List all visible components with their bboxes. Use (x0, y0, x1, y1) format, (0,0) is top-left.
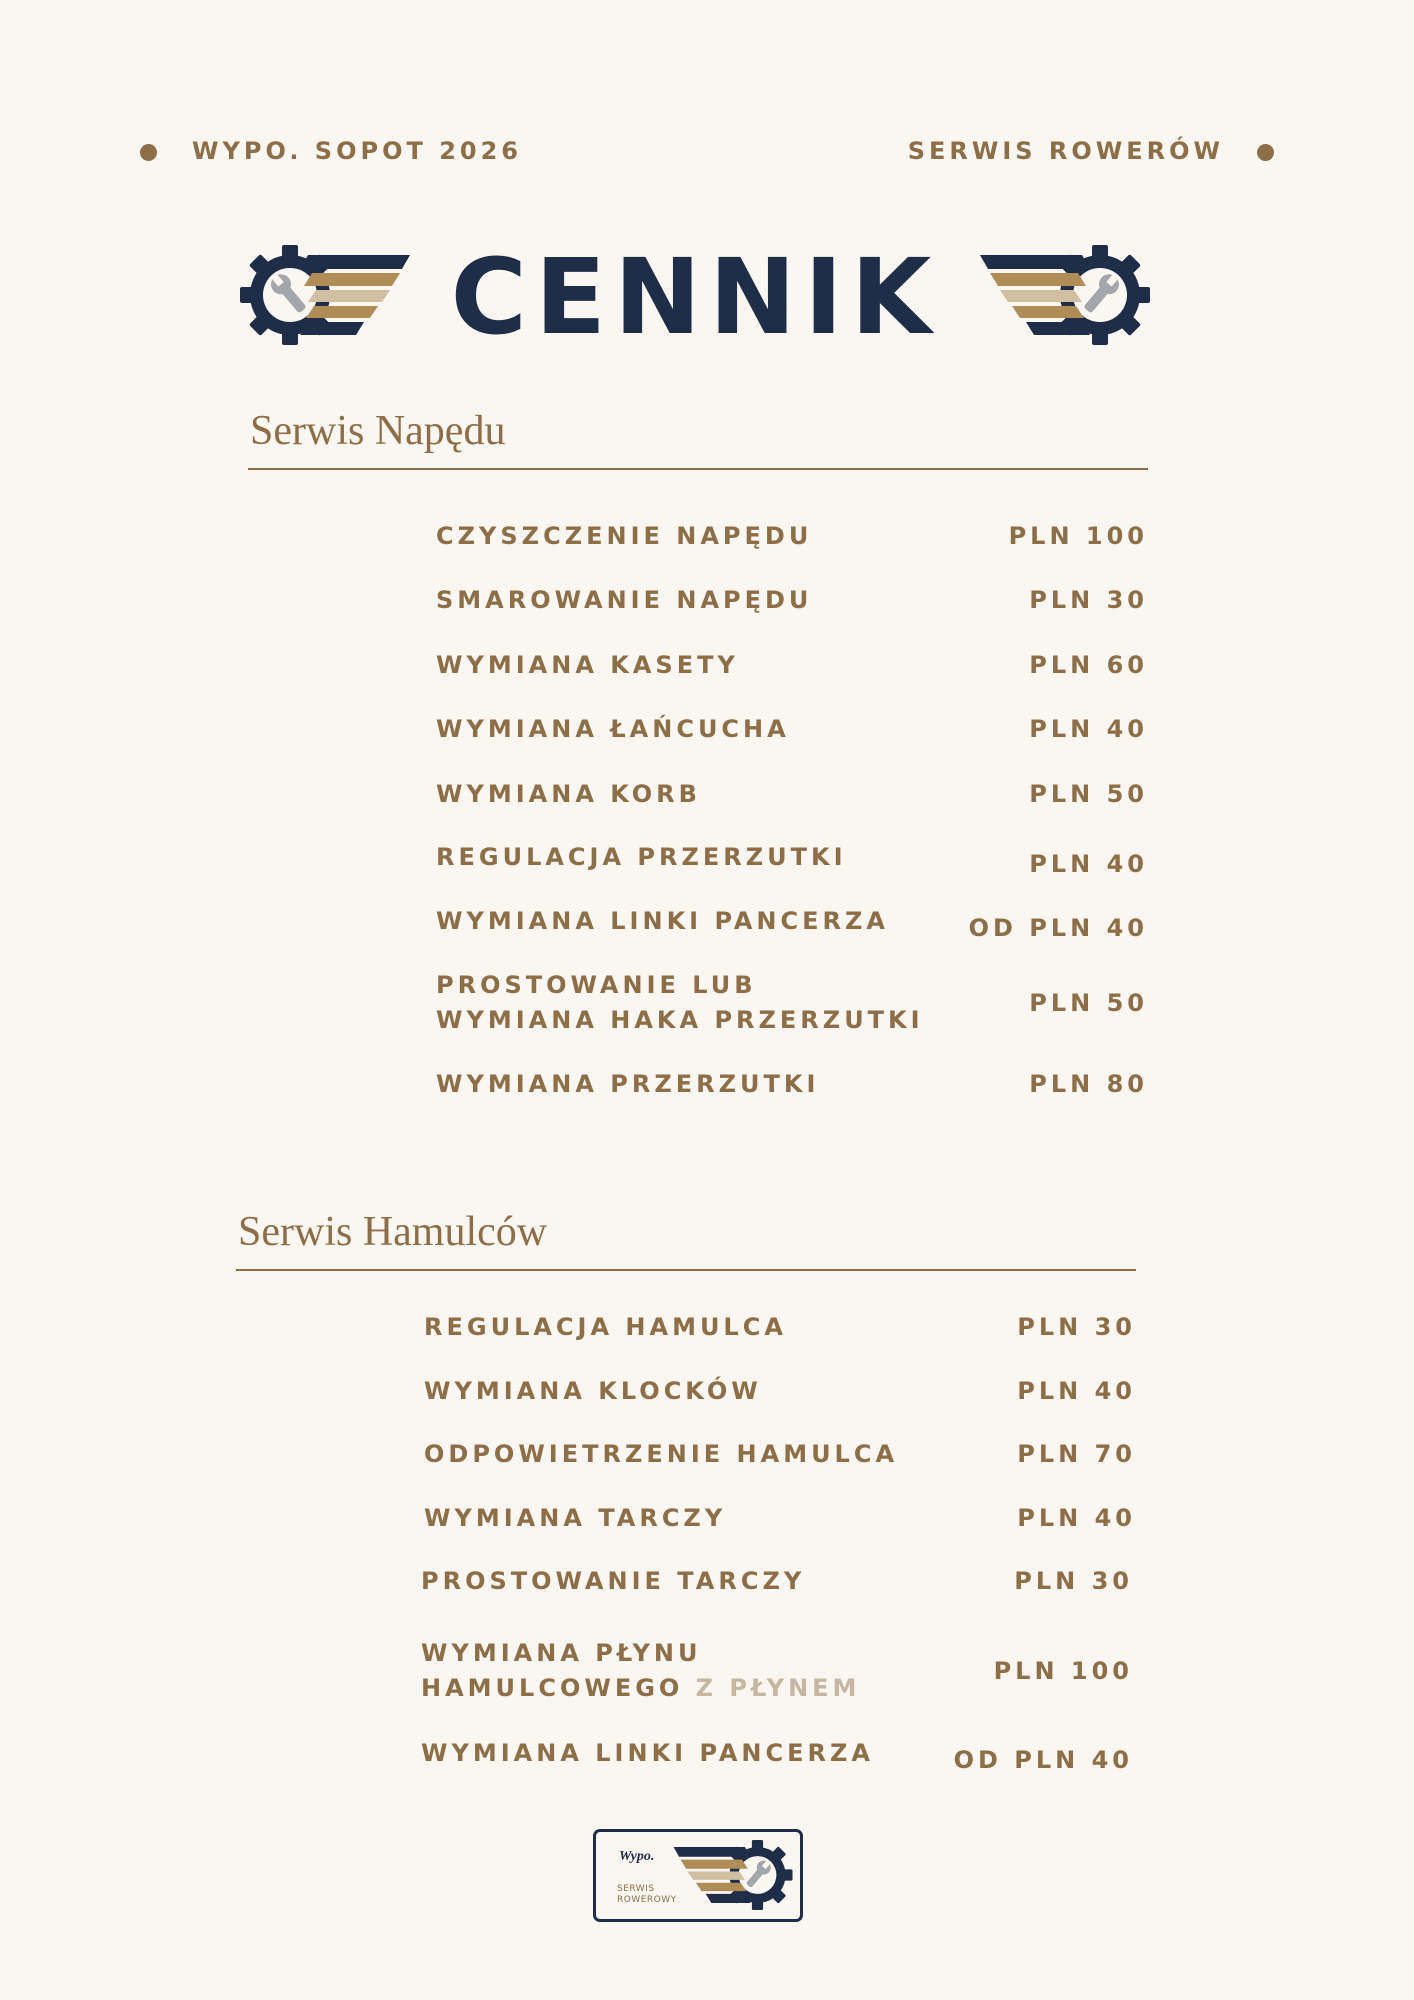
service-price: PLN 40 (1029, 850, 1148, 878)
gear-wrench-icon-right (980, 245, 1150, 345)
service-price: PLN 50 (1029, 989, 1148, 1017)
section-divider (236, 1269, 1136, 1271)
service-name: WYMIANA PRZERZUTKI (436, 1070, 820, 1098)
top-right-text: SERWIS ROWERÓW (907, 137, 1224, 165)
bullet-dot-right (1257, 144, 1274, 161)
service-price: PLN 70 (1017, 1440, 1136, 1468)
service-name: WYMIANA KORB (436, 780, 701, 808)
service-price: PLN 40 (1017, 1504, 1136, 1532)
service-name-line2 (421, 1671, 860, 1705)
service-price: PLN 30 (1029, 586, 1148, 614)
service-price: OD PLN 40 (968, 914, 1148, 942)
service-price: PLN 30 (1014, 1567, 1133, 1595)
price-row (436, 712, 1148, 746)
service-name-suffix: Z PŁYNEM (695, 1674, 861, 1702)
service-name-line1: WYMIANA PŁYNU (421, 1639, 702, 1667)
service-price: PLN 80 (1029, 1070, 1148, 1098)
price-row (436, 648, 1148, 682)
price-row (436, 519, 1148, 553)
service-name: REGULACJA PRZERZUTKI (436, 843, 847, 871)
logo-caption-line1: SERWIS (617, 1884, 655, 1894)
service-price: PLN 100 (1008, 522, 1148, 550)
logo-caption (617, 1884, 677, 1906)
top-bar (140, 136, 1274, 166)
service-price: PLN 100 (993, 1657, 1133, 1685)
section-divider (248, 468, 1148, 470)
gear-wrench-icon-logo (673, 1840, 793, 1910)
footer-logo (593, 1829, 803, 1922)
price-row (436, 777, 1148, 811)
service-price: PLN 50 (1029, 780, 1148, 808)
price-row (421, 1636, 1133, 1706)
service-name: WYMIANA KASETY (436, 651, 739, 679)
service-name: WYMIANA LINKI PANCERZA (436, 907, 889, 935)
gear-wrench-icon-left (240, 245, 410, 345)
price-row (436, 904, 1148, 944)
price-row (424, 1501, 1136, 1535)
service-name-line1: PROSTOWANIE LUB (436, 971, 757, 999)
service-name: ODPOWIETRZENIE HAMULCA (424, 1440, 899, 1468)
service-name: WYMIANA TARCZY (424, 1504, 727, 1532)
service-price: PLN 60 (1029, 651, 1148, 679)
service-name: REGULACJA HAMULCA (424, 1313, 787, 1341)
price-row (436, 968, 1148, 1038)
logo-caption-line2: ROWEROWY (617, 1895, 677, 1905)
price-row (436, 840, 1148, 880)
service-price: OD PLN 40 (953, 1746, 1133, 1774)
logo-script-text: Wypo. (619, 1849, 655, 1864)
service-name: SMAROWANIE NAPĘDU (436, 586, 813, 614)
title-header (240, 236, 1150, 358)
service-price: PLN 40 (1017, 1377, 1136, 1405)
service-name: WYMIANA LINKI PANCERZA (421, 1739, 874, 1767)
service-name: CZYSZCZENIE NAPĘDU (436, 522, 813, 550)
section-title: Serwis Napędu (250, 408, 506, 454)
price-row (424, 1374, 1136, 1408)
section-title: Serwis Hamulców (238, 1209, 548, 1255)
top-left-text: WYPO. SOPOT 2026 (192, 137, 522, 165)
service-price: PLN 30 (1017, 1313, 1136, 1341)
page-title: CENNIK (450, 236, 940, 358)
service-name: PROSTOWANIE TARCZY (421, 1567, 806, 1595)
price-row (421, 1736, 1133, 1776)
price-row (424, 1437, 1136, 1471)
section-brake-service (236, 1206, 1136, 1786)
service-name-line2: WYMIANA HAKA PRZERZUTKI (436, 1006, 924, 1034)
service-name-main: HAMULCOWEGO (421, 1674, 684, 1702)
service-name: WYMIANA KLOCKÓW (424, 1377, 762, 1405)
price-row (424, 1310, 1136, 1344)
section-drive-service (248, 405, 1148, 1125)
service-name: WYMIANA ŁAŃCUCHA (436, 715, 790, 743)
price-row (436, 1067, 1148, 1101)
price-row (436, 583, 1148, 617)
price-row (421, 1564, 1133, 1598)
bullet-dot-left (140, 144, 157, 161)
service-price: PLN 40 (1029, 715, 1148, 743)
